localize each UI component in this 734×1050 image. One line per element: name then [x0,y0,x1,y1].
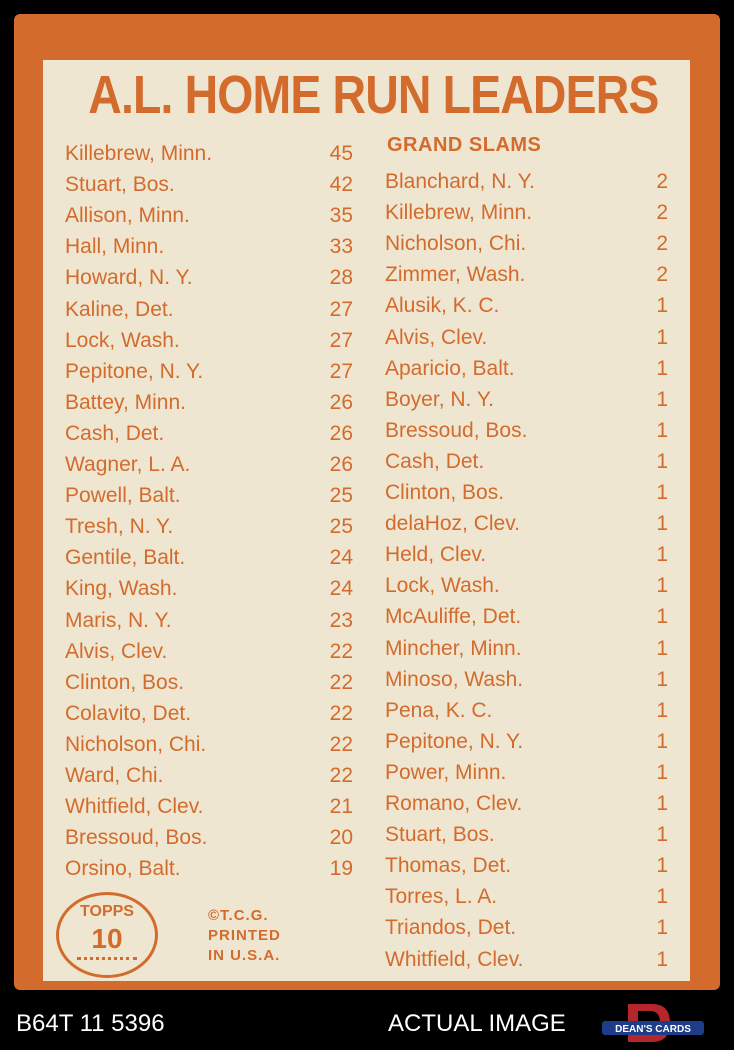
home-run-total: 22 [329,670,353,694]
grand-slam-total: 2 [656,201,668,225]
card-back-panel [43,60,690,981]
home-run-player: Orsino, Balt. [65,857,181,881]
grand-slam-total: 1 [656,449,668,473]
grand-slam-total: 1 [656,729,668,753]
grand-slam-total: 2 [656,232,668,256]
home-run-player: Whitfield, Clev. [65,795,204,819]
home-run-player: Wagner, L. A. [65,453,191,476]
home-run-player: Lock, Wash. [65,328,180,352]
home-run-total: 22 [329,732,353,756]
grand-slam-player: Mincher, Minn. [385,636,522,660]
home-run-total: 26 [329,390,353,414]
grand-slam-player: Boyer, N. Y. [385,387,494,411]
home-run-player: Nicholson, Chi. [65,732,207,756]
dealer-name: DEAN'S CARDS [615,1024,691,1035]
home-run-player: Kaline, Det. [65,297,174,321]
printed-line: PRINTED [208,927,281,944]
topps-logo [56,892,158,978]
home-run-total: 35 [329,204,353,228]
grand-slam-total: 1 [656,512,668,536]
actual-image-label: ACTUAL IMAGE [388,1010,566,1037]
home-run-player: Clinton, Bos. [65,670,185,694]
home-run-player: Pepitone, N. Y. [65,359,204,383]
grand-slam-player: Blanchard, N. Y. [385,170,535,193]
grand-slam-player: Alusik, K. C. [385,294,500,318]
home-run-player: Gentile, Balt. [65,546,186,570]
grand-slam-total: 2 [656,170,668,193]
home-run-player: Killebrew, Minn. [65,142,213,165]
grand-slam-player: Romano, Clev. [385,792,523,815]
grand-slam-total: 1 [656,418,668,442]
baseball-stitch-icon [77,957,137,968]
grand-slam-total: 1 [656,885,668,909]
grand-slam-player: Held, Clev. [385,543,487,567]
grand-slam-total: 1 [656,760,668,784]
grand-slam-player: Cash, Det. [385,449,485,473]
grand-slam-total: 1 [656,325,668,349]
home-run-total: 25 [329,515,353,539]
grand-slam-player: Power, Minn. [385,760,507,784]
home-run-player: Colavito, Det. [65,701,192,725]
logo-brand: TOPPS [80,903,134,920]
card-border [14,14,720,990]
home-run-total: 25 [329,484,353,508]
grand-slam-player: Stuart, Bos. [385,823,495,847]
home-run-player: Stuart, Bos. [65,173,175,197]
grand-slam-player: McAuliffe, Det. [385,605,522,629]
grand-slam-total: 1 [656,854,668,878]
grand-slam-total: 1 [656,543,668,567]
home-run-player: Howard, N. Y. [65,266,193,290]
grand-slam-player: Alvis, Clev. [385,325,488,349]
card-number: 10 [91,923,123,954]
grand-slam-total: 1 [656,356,668,380]
home-run-total: 22 [329,701,353,725]
home-run-total: 20 [329,826,353,850]
grand-slam-player: Lock, Wash. [385,574,500,598]
home-run-player: Tresh, N. Y. [65,515,174,539]
grand-slam-total: 1 [656,636,668,660]
grand-slam-player: Triandos, Det. [385,916,517,940]
grand-slam-total: 1 [656,605,668,629]
grand-slam-player: Nicholson, Chi. [385,232,527,256]
grand-slam-total: 1 [656,667,668,691]
home-run-total: 28 [329,266,353,290]
copyright-line: ©T.C.G. [208,907,269,924]
grand-slam-total: 1 [656,481,668,504]
home-run-player: Bressoud, Bos. [65,826,208,850]
home-run-player: Ward, Chi. [65,764,164,787]
home-run-player: Alvis, Clev. [65,639,168,663]
grand-slam-player: Thomas, Det. [385,854,512,878]
grand-slams-heading: GRAND SLAMS [387,134,542,156]
home-run-total: 23 [329,608,353,632]
home-run-player: Battey, Minn. [65,390,186,414]
grand-slam-player: Killebrew, Minn. [385,201,533,225]
card-title: A.L. HOME RUN LEADERS [88,65,659,125]
grand-slam-total: 1 [656,574,668,598]
home-run-total: 27 [329,359,353,383]
grand-slam-player: Bressoud, Bos. [385,418,528,442]
grand-slam-player: Torres, L. A. [385,885,498,909]
grand-slam-total: 1 [656,823,668,847]
home-run-total: 27 [329,297,353,321]
home-run-total: 33 [329,235,353,259]
home-run-total: 22 [329,639,353,663]
grand-slam-player: Minoso, Wash. [385,667,524,691]
grand-slam-player: Whitfield, Clev. [385,947,524,971]
grand-slam-player: Pena, K. C. [385,698,493,722]
home-run-player: Cash, Det. [65,421,165,445]
country-line: IN U.S.A. [208,947,281,964]
grand-slam-total: 1 [656,916,668,940]
home-run-total: 27 [329,328,353,352]
home-run-total: 22 [329,764,353,787]
copyright-block [208,906,281,966]
grand-slam-total: 1 [656,387,668,411]
home-run-player: Maris, N. Y. [65,608,172,632]
home-run-total: 19 [329,857,353,881]
home-run-player: King, Wash. [65,577,178,601]
deans-cards-logo-icon [600,1002,706,1044]
grand-slam-player: Zimmer, Wash. [385,263,526,287]
grand-slam-total: 1 [656,698,668,722]
home-run-total: 21 [329,795,353,819]
card-id: B64T 11 5396 [16,1010,165,1037]
grand-slam-player: Aparicio, Balt. [385,356,515,380]
grand-slam-player: Pepitone, N. Y. [385,729,524,753]
home-run-total: 26 [329,421,353,445]
grand-slam-total: 1 [656,792,668,815]
grand-slam-total: 1 [656,294,668,318]
grand-slam-total: 1 [656,947,668,971]
home-run-total: 45 [329,142,353,165]
home-run-total: 24 [329,546,353,570]
home-run-total: 26 [329,453,353,476]
home-run-player: Powell, Balt. [65,484,181,508]
home-run-total: 42 [329,173,353,197]
grand-slam-total: 2 [656,263,668,287]
grand-slam-player: Clinton, Bos. [385,481,505,504]
home-run-total: 24 [329,577,353,601]
grand-slam-player: delaHoz, Clev. [385,512,521,536]
home-run-player: Hall, Minn. [65,235,165,259]
home-run-player: Allison, Minn. [65,204,190,228]
